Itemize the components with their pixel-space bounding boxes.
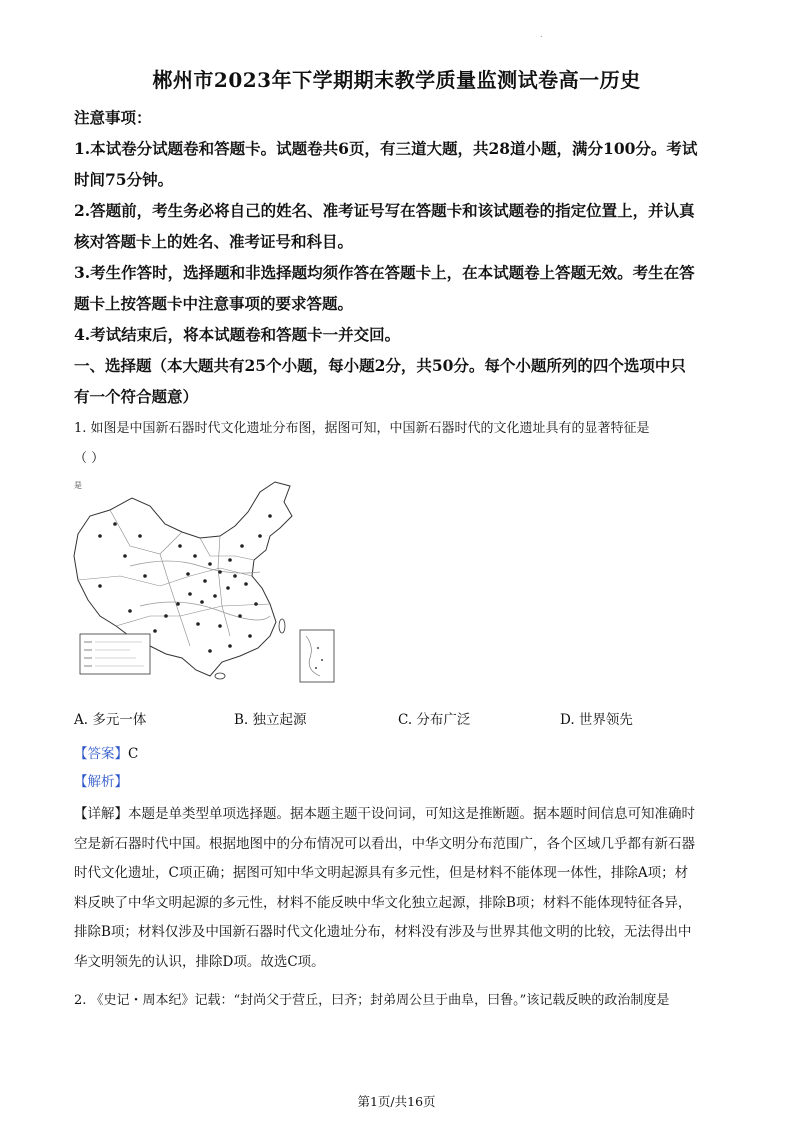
map-small-label: 是 <box>74 481 82 490</box>
section-heading-line-2: 有一个符合题意） <box>74 387 199 406</box>
notice-line-7: 4.考试结束后，将本试题卷和答题卡一并交回。 <box>74 325 401 344</box>
detail-section <box>74 800 724 977</box>
page-title: 郴州市2023年下学期期末教学质量监测试卷高一历史 <box>152 68 641 92</box>
question-2-stem: 2. 《史记・周本纪》记载：“封尚父于营丘，曰齐；封弟周公旦于曲阜，曰鲁。”该记载反映的政治制度是 <box>74 993 670 1008</box>
detail-line-2: 空是新石器时代中国。根据地图中的分布情况可以看出，中华文明分布范围广，各个区域几乎都有新石器 <box>74 835 695 852</box>
page-footer: 第1页/共16页 <box>357 1094 436 1109</box>
option-b[interactable]: B. 独立起源 <box>234 712 307 728</box>
analysis-line <box>74 768 724 796</box>
question-1-paren: （ ） <box>74 451 105 466</box>
header-dot: . <box>540 30 543 39</box>
section-heading-line-1: 一、选择题（本大题共有25个小题，每小题2分，共50分。每个小题所列的四个选项中只 <box>74 356 686 375</box>
detail-line-4: 料反映了中华文明起源的多元性，材料不能反映中华文化独立起源，排除B项；材料不能体现特征各异， <box>74 894 692 911</box>
notice-line-3: 2.答题前，考生务必将自己的姓名、准考证号写在答题卡和该试题卷的指定位置上，并认真 <box>74 201 695 220</box>
question-1-stem: 1. 如图是中国新石器时代文化遗址分布图，据图可知，中国新石器时代的文化遗址具有的显著特征是 <box>74 421 650 436</box>
detail-line-1: 【详解】本题是单类型单项选择题。据本题主题干设问词，可知这是推断题。据本题时间信息可知准确时 <box>74 806 695 822</box>
detail-line-6: 华文明领先的认识，排除D项。故选C项。 <box>74 953 325 970</box>
notice-line-4: 核对答题卡上的姓名、准考证号和科目。 <box>74 232 354 251</box>
notice-line-5: 3.考生作答时，选择题和非选择题均须作答在答题卡上，在本试题卷上答题无效。考生在答 <box>74 263 695 282</box>
detail-line-5: 排除B项；材料仅涉及中国新石器时代文化遗址分布，材料没有涉及与世界其他文明的比较，无法得出中 <box>74 924 692 940</box>
notice-section <box>74 102 724 412</box>
notice-line-2: 时间75分钟。 <box>74 170 174 189</box>
answer-section <box>74 740 724 796</box>
option-c[interactable]: C. 分布广泛 <box>398 712 471 728</box>
answer-tag: 【答案】 <box>74 746 128 762</box>
analysis-tag: 【解析】 <box>74 774 128 790</box>
neolithic-sites-map <box>70 476 340 686</box>
notice-line-1: 1.本试卷分试题卷和答题卡。试题卷共6页，有三道大题，共28道小题，满分100分。考试 <box>74 139 698 158</box>
detail-line-3: 时代文化遗址，C项正确；据图可知中华文明起源具有多元性，但是材料不能体现一体性，排除A项；材 <box>74 865 689 881</box>
option-d[interactable]: D. 世界领先 <box>560 712 633 728</box>
question-1 <box>74 414 724 474</box>
answer-value: C <box>128 746 139 762</box>
option-a[interactable]: A. 多元一体 <box>74 712 147 728</box>
notice-heading: 注意事项： <box>74 108 152 127</box>
question-2 <box>74 986 724 1016</box>
answer-line <box>74 740 724 768</box>
notice-line-6: 题卡上按答题卡中注意事项的要求答题。 <box>74 294 354 313</box>
